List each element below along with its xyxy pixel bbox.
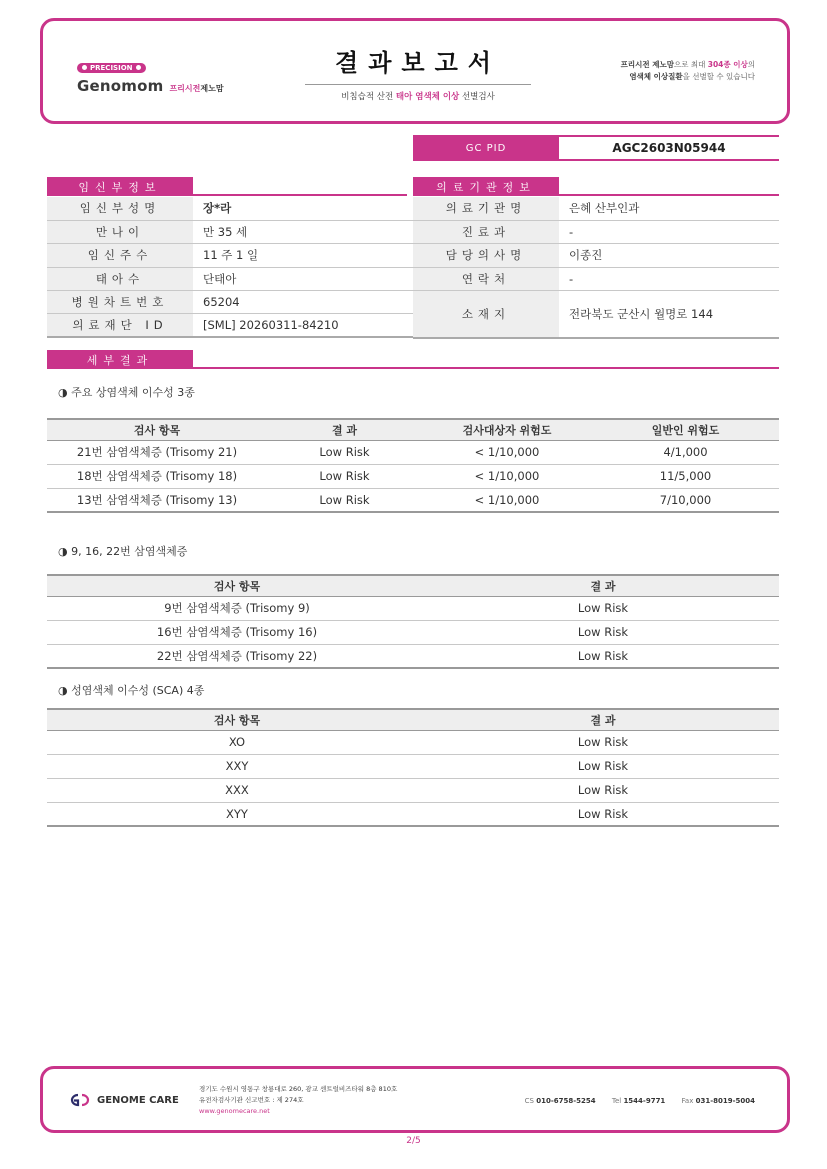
table-row: XO Low Risk: [47, 730, 779, 754]
footer-contact: CS 010-6758-5254 Tel 1544-9771 Fax 031-8019-5004: [524, 1097, 755, 1105]
hospital-row: 담당의사명 이종진: [413, 244, 779, 267]
patient-row: 만나이 만 35 세: [47, 220, 413, 243]
table-header-row: 검사 항목 결 과: [47, 575, 779, 596]
patient-row: 임신주수 11 주 1 일: [47, 244, 413, 267]
precision-genomom-logo: [77, 55, 224, 95]
genome-care-logo: [67, 1092, 179, 1108]
genome-care-logo-icon: [67, 1092, 93, 1108]
header-tagline: 프리시전 제노맘으로 최대 304종 이상의 염색체 이상질환을 선별할 수 있습니다: [620, 60, 755, 81]
cs-number: 010-6758-5254: [536, 1097, 596, 1105]
patient-info-header: [47, 177, 407, 196]
website-link[interactable]: www.genomecare.net: [199, 1107, 270, 1115]
gc-pid-bar: [413, 135, 779, 161]
section-heading-sca: ◑ 성염색체 이수성 (SCA) 4종: [58, 684, 205, 697]
patient-info-table: [47, 197, 413, 338]
patient-row: 태아수 단태아: [47, 267, 413, 290]
hospital-row: 소재지 전라북도 군산시 월명로 144: [413, 291, 779, 338]
table-row: 18번 삼염색체증 (Trisomy 18) Low Risk < 1/10,000 11/5,000: [47, 464, 779, 488]
details-title: 세부결과: [47, 350, 193, 369]
patient-row: 의료재단 ID [SML] 20260311-84210: [47, 314, 413, 337]
section-heading-trisomy-9-16-22: ◑ 9, 16, 22번 삼염색체증: [58, 545, 188, 558]
table-row: 21번 삼염색체증 (Trisomy 21) Low Risk < 1/10,000 4/1,000: [47, 440, 779, 464]
table-row: 13번 삼염색체증 (Trisomy 13) Low Risk < 1/10,000 7/10,000: [47, 488, 779, 512]
table-row: XYY Low Risk: [47, 802, 779, 826]
details-header: [47, 350, 779, 369]
table-header-row: 검사 항목 결 과: [47, 709, 779, 730]
logo-korean-pink: 프리시전: [169, 84, 201, 93]
tel-number: 1544-9771: [623, 1097, 666, 1105]
patient-name: 장*라: [193, 197, 413, 220]
logo-wordmark: Genomom: [77, 77, 164, 95]
patient-info-title: 임신부정보: [47, 177, 193, 196]
page-title: 결과보고서: [335, 49, 501, 77]
report-footer: [40, 1066, 790, 1133]
badge-dot-icon: [82, 65, 87, 70]
hospital-info-table: [413, 197, 779, 339]
hospital-row: 연락처 -: [413, 267, 779, 290]
title-divider: [305, 84, 531, 85]
badge-text: PRECISION: [90, 63, 133, 72]
gc-pid-label: GC PID: [413, 137, 559, 159]
sca-table: [47, 708, 779, 827]
page-subtitle: 비침습적 산전 태아 염색체 이상 선별검사: [341, 92, 495, 102]
page-number: 2/5: [406, 1136, 421, 1146]
genome-care-logo-text: GENOME CARE: [97, 1094, 179, 1106]
precision-badge: [77, 63, 146, 73]
table-row: 9번 삼염색체증 (Trisomy 9) Low Risk: [47, 596, 779, 620]
gc-pid-value: AGC2603N05944: [612, 141, 726, 155]
table-row: 22번 삼염색체증 (Trisomy 22) Low Risk: [47, 644, 779, 668]
table-row: XXX Low Risk: [47, 778, 779, 802]
table-header-row: 검사 항목 결 과 검사대상자 위험도 일반인 위험도: [47, 419, 779, 440]
hospital-info-title: 의료기관정보: [413, 177, 559, 196]
report-header: [40, 18, 790, 124]
logo-korean: 제노맘: [200, 84, 224, 93]
title-block: [293, 43, 543, 102]
badge-dot-icon: [136, 65, 141, 70]
fax-number: 031-8019-5004: [695, 1097, 755, 1105]
major-autosomal-table: [47, 418, 779, 513]
hospital-row: 의료기관명 은혜 산부인과: [413, 197, 779, 220]
patient-row: 임신부성명 장*라: [47, 197, 413, 220]
table-row: XXY Low Risk: [47, 754, 779, 778]
hospital-info-header: [413, 177, 779, 196]
trisomy-9-16-22-table: [47, 574, 779, 669]
table-row: 16번 삼염색체증 (Trisomy 16) Low Risk: [47, 620, 779, 644]
footer-address: 경기도 수원시 영통구 창룡대로 260, 광교 센트럴비즈타워 8층 810호 유전자검사기관 신고번호 : 제 274호 www.genomecare.net: [199, 1085, 398, 1115]
patient-row: 병원차트번호 65204: [47, 291, 413, 314]
section-heading-major-autosomal: ◑ 주요 상염색체 이수성 3종: [58, 386, 195, 399]
hospital-row: 진료과 -: [413, 220, 779, 243]
